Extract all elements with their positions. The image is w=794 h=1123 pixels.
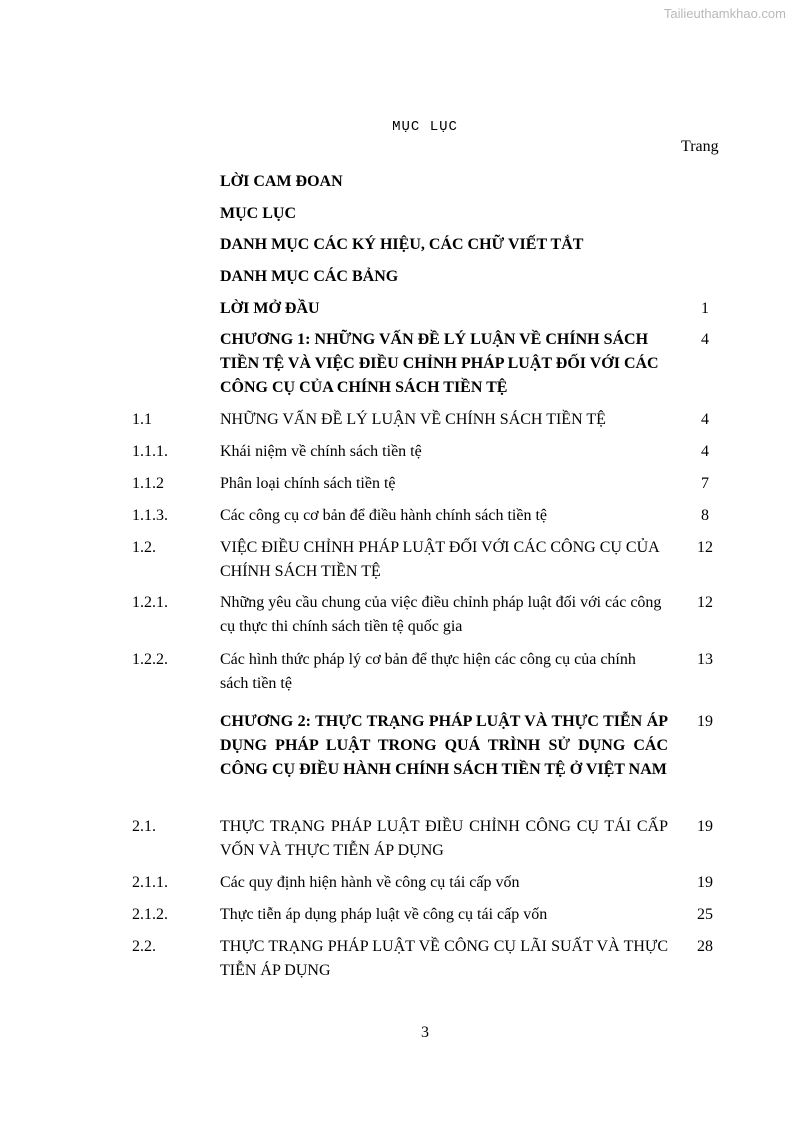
entry-number: 1.2.1. bbox=[132, 594, 168, 611]
entry-title: DANH MỤC CÁC BẢNG bbox=[220, 268, 399, 285]
entry-page: 7 bbox=[701, 475, 709, 492]
entry-number: 1.1.2 bbox=[132, 475, 164, 492]
entry-page: 12 bbox=[697, 539, 713, 556]
entry-title: NHỮNG VẤN ĐỀ LÝ LUẬN VỀ CHÍNH SÁCH TIỀN TỆ bbox=[220, 411, 606, 428]
entry-page: 19 bbox=[697, 713, 713, 730]
entry-title: Các hình thức pháp lý cơ bản để thực hiện các công cụ của chính sách tiền tệ bbox=[220, 651, 636, 692]
entry-number: 2.1.2. bbox=[132, 906, 168, 923]
entry-page: 28 bbox=[697, 938, 713, 955]
entry-title: Các quy định hiện hành về công cụ tái cấp vốn bbox=[220, 874, 520, 891]
entry-title: MỤC LỤC bbox=[220, 205, 296, 222]
page-title: MỤC LỤC bbox=[392, 119, 458, 135]
entry-page: 12 bbox=[697, 594, 713, 611]
entry-page: 13 bbox=[697, 651, 713, 668]
entry-title: Những yêu cầu chung của việc điều chỉnh pháp luật đối với các công cụ thực thi chính sách tiền tệ quốc gia bbox=[220, 594, 662, 635]
entry-title: LỜI CAM ĐOAN bbox=[220, 173, 343, 190]
entry-number: 2.1.1. bbox=[132, 874, 168, 891]
entry-title: Phân loại chính sách tiền tệ bbox=[220, 475, 396, 492]
entry-title: CHƯƠNG 1: NHỮNG VẤN ĐỀ LÝ LUẬN VỀ CHÍNH SÁCH TIỀN TỆ VÀ VIỆC ĐIỀU CHỈNH PHÁP LUẬT ĐỐI VỚI CÁC CÔNG CỤ CỦA CHÍNH SÁCH TIỀN TỆ bbox=[220, 331, 659, 396]
entry-title: Khái niệm về chính sách tiền tệ bbox=[220, 443, 422, 460]
entry-number: 2.2. bbox=[132, 938, 156, 955]
entry-page: 4 bbox=[701, 443, 709, 460]
entry-number: 2.1. bbox=[132, 818, 156, 835]
entry-page: 19 bbox=[697, 874, 713, 891]
entry-number: 1.1 bbox=[132, 411, 152, 428]
entry-number: 1.2.2. bbox=[132, 651, 168, 668]
entry-title: THỰC TRẠNG PHÁP LUẬT VỀ CÔNG CỤ LÃI SUẤT VÀ THỰC TIỄN ÁP DỤNG bbox=[220, 938, 668, 979]
entry-title: DANH MỤC CÁC KÝ HIỆU, CÁC CHỮ VIẾT TẮT bbox=[220, 236, 584, 253]
entry-page: 8 bbox=[701, 507, 709, 524]
entry-page: 1 bbox=[701, 300, 709, 317]
page-column-label: Trang bbox=[681, 138, 719, 155]
watermark: Tailieuthamkhao.com bbox=[663, 6, 786, 21]
entry-number: 1.1.3. bbox=[132, 507, 168, 524]
entry-page: 4 bbox=[701, 331, 709, 348]
entry-page: 4 bbox=[701, 411, 709, 428]
entry-title: THỰC TRẠNG PHÁP LUẬT ĐIỀU CHỈNH CÔNG CỤ TÁI CẤP VỐN VÀ THỰC TIỄN ÁP DỤNG bbox=[220, 818, 668, 859]
entry-title: LỜI MỞ ĐẦU bbox=[220, 300, 320, 317]
entry-title: Thực tiễn áp dụng pháp luật về công cụ tái cấp vốn bbox=[220, 906, 548, 923]
entry-page: 25 bbox=[697, 906, 713, 923]
entry-number: 1.1.1. bbox=[132, 443, 168, 460]
entry-title: Các công cụ cơ bản để điều hành chính sách tiền tệ bbox=[220, 507, 548, 524]
entry-title: CHƯƠNG 2: THỰC TRẠNG PHÁP LUẬT VÀ THỰC TIỄN ÁP DỤNG PHÁP LUẬT TRONG QUÁ TRÌNH SỬ DỤNG CÁC CÔNG CỤ ĐIỀU HÀNH CHÍNH SÁCH TIỀN TỆ Ở VIỆT NAM bbox=[220, 713, 668, 778]
entry-number: 1.2. bbox=[132, 539, 156, 556]
entry-page: 19 bbox=[697, 818, 713, 835]
page-number: 3 bbox=[421, 1024, 429, 1041]
entry-title: VIỆC ĐIỀU CHỈNH PHÁP LUẬT ĐỐI VỚI CÁC CÔNG CỤ CỦA CHÍNH SÁCH TIỀN TỆ bbox=[220, 539, 659, 580]
